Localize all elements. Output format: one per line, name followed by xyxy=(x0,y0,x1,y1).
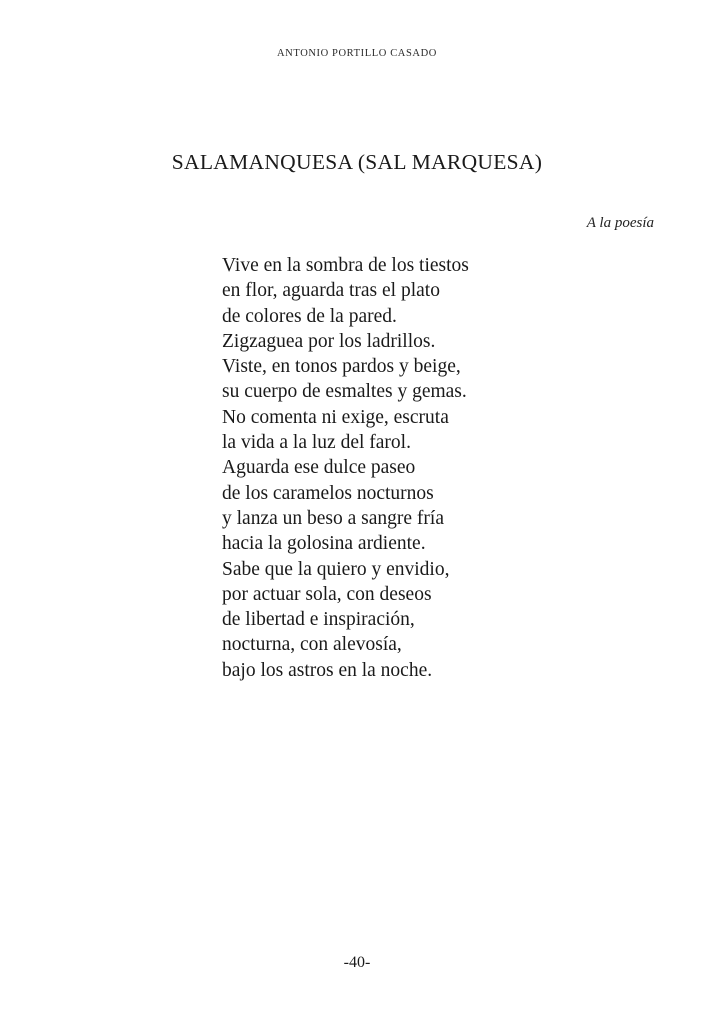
poem-line: Viste, en tonos pardos y beige, xyxy=(222,356,461,378)
poem-line: su cuerpo de esmaltes y gemas. xyxy=(222,381,467,403)
poem-line: No comenta ni exige, escruta xyxy=(222,406,449,428)
poem-dedication: A la poesía xyxy=(586,215,654,231)
page-number: -40- xyxy=(343,954,371,971)
poem-line: Aguarda ese dulce paseo xyxy=(222,457,416,479)
poem-line: Vive en la sombra de los tiestos xyxy=(222,255,469,276)
poem-line: y lanza un beso a sangre fría xyxy=(222,507,444,529)
poem-line: en flor, aguarda tras el plato xyxy=(222,280,440,302)
poem-line: Zigzaguea por los ladrillos. xyxy=(222,330,436,352)
poem-line: de los caramelos nocturnos xyxy=(222,482,434,504)
running-header-author: ANTONIO PORTILLO CASADO xyxy=(277,48,437,59)
poem-line: de colores de la pared. xyxy=(222,305,397,327)
poem-title: SALAMANQUESA (SAL MARQUESA) xyxy=(171,150,543,174)
poem-body xyxy=(222,253,469,683)
poem-line: por actuar sola, con deseos xyxy=(222,583,432,605)
poem-line: de libertad e inspiración, xyxy=(222,609,415,631)
poem-line: bajo los astros en la noche. xyxy=(222,659,433,681)
poem-line: la vida a la luz del farol. xyxy=(222,432,411,454)
poem-line: hacia la golosina ardiente. xyxy=(222,533,426,555)
poem-line: Sabe que la quiero y envidio, xyxy=(222,558,450,580)
poem-line: nocturna, con alevosía, xyxy=(222,634,402,656)
